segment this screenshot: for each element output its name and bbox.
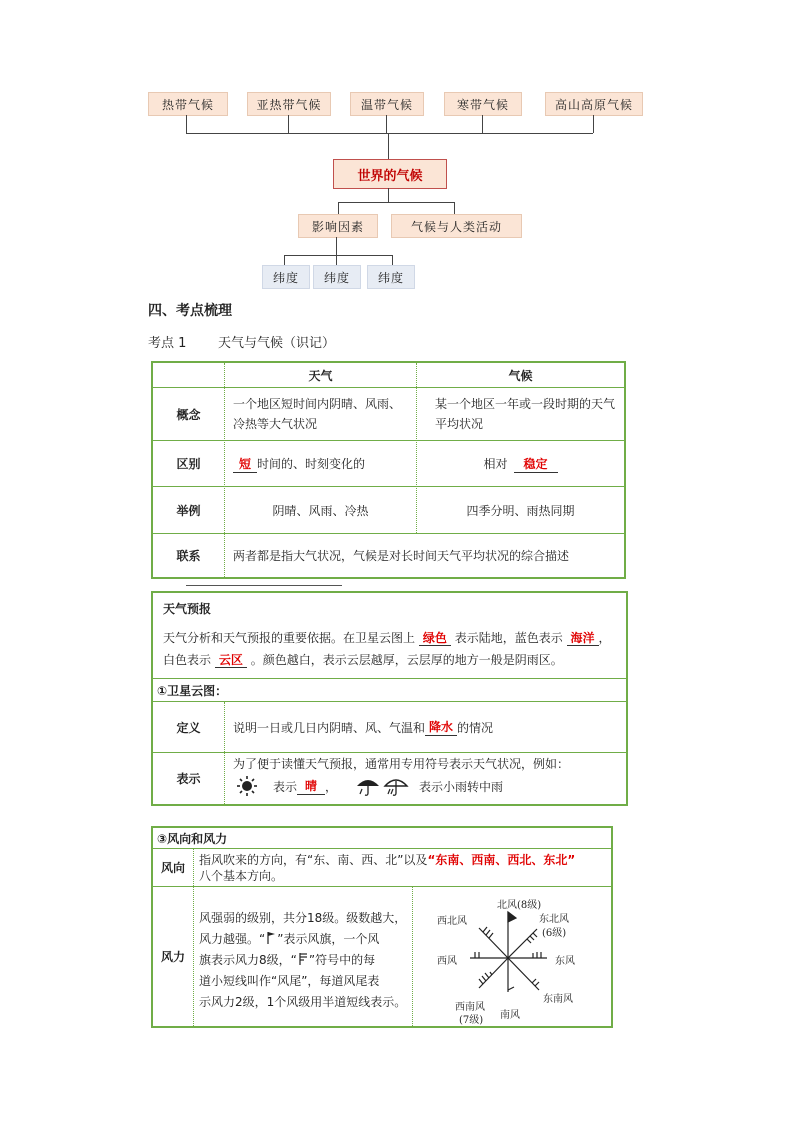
forecast-table	[151, 591, 628, 806]
row-label-concept: 概念	[176, 407, 201, 422]
wind-diagram	[415, 888, 611, 1026]
forecast-title: 天气预报	[163, 601, 212, 616]
weather-difference-text: 时间的、时刻变化的	[257, 457, 366, 471]
wind-force-text	[199, 908, 411, 1013]
map-top-item: 寒带气候	[444, 92, 522, 116]
force-line: 道小短线叫作“风尾”，每道风尾表	[199, 974, 380, 988]
answer-precipitation: 降水	[425, 718, 457, 736]
direction-part: 指风吹来的方向，有“东、南、西、北”以及	[199, 853, 428, 867]
wind-title: ③风向和风力	[157, 831, 228, 846]
label-southwest: 西南风	[455, 1002, 485, 1013]
climate-difference-prefix: 相对	[483, 457, 508, 471]
force-line: ”表示风旗，一个风	[277, 932, 380, 946]
force-line: ”符号中的每	[308, 953, 376, 967]
relation-text: 两者都是指大气状况，气候是对长时间天气平均状况的综合描述	[233, 549, 570, 563]
row-label-relation: 联系	[176, 549, 201, 563]
wind-direction-text	[199, 852, 609, 884]
definition-part: 的情况	[457, 720, 494, 735]
label-northeast: 东北风	[539, 914, 569, 925]
label-north: 北风(8级)	[497, 900, 542, 911]
definition-text	[233, 702, 623, 752]
forecast-intro	[163, 627, 623, 671]
wind-flag-icon	[265, 931, 277, 945]
label-west: 西风	[437, 956, 457, 967]
force-line: 示风力2级，1个风级用半道短线表示。	[199, 995, 407, 1009]
sun-icon	[235, 775, 259, 797]
map-top-item: 高山高原气候	[545, 92, 643, 116]
label-wind-force: 风力	[160, 950, 185, 964]
map-bottom-item: 纬度	[313, 265, 361, 289]
weather-concept: 一个地区短时间内阴晴、风雨、冷热等大气状况	[233, 397, 402, 431]
map-top-item: 亚热带气候	[247, 92, 331, 116]
force-line: 风强弱的级别，共分18级。级数越大，	[199, 911, 407, 925]
representation-line: 为了便于读懂天气预报，通常用专用符号表示天气状况，例如：	[233, 757, 570, 771]
satellite-subheading: ①卫星云图：	[157, 683, 228, 698]
intro-text: 白色表示	[163, 653, 212, 667]
definition-part: 说明一日或几日内阴晴、风、气温和	[233, 720, 426, 735]
label-southwest-level: (7级)	[459, 1015, 484, 1026]
label-representation: 表示	[176, 772, 201, 786]
comma: ，	[325, 779, 338, 794]
map-bottom-item: 纬度	[367, 265, 415, 289]
moderate-rain-icon	[383, 775, 409, 797]
answer-ocean: 海洋	[567, 631, 599, 646]
sun-prefix: 表示	[273, 779, 298, 794]
light-rain-icon	[355, 775, 381, 797]
force-line: 旗表示风力8级，“	[199, 953, 297, 967]
map-mid-item: 气候与人类活动	[391, 214, 522, 238]
weather-climate-table	[151, 361, 626, 579]
answer-cloud: 云区	[215, 653, 247, 668]
force-line: 风力越强。“	[199, 932, 266, 946]
direction-part: 八个基本方向。	[199, 869, 284, 883]
wind-tail-icon	[297, 952, 309, 966]
intro-text: 。颜色越白，表示云层越厚，云层厚的地方一般是阴雨区。	[250, 653, 563, 667]
weather-difference	[233, 441, 413, 486]
label-east: 东风	[555, 956, 575, 967]
intro-text: 天气分析和天气预报的重要依据。在卫星云图上	[163, 631, 416, 645]
label-wind-direction: 风向	[160, 861, 185, 875]
answer-green: 绿色	[419, 631, 451, 646]
wind-table	[151, 826, 613, 1028]
rain-text: 表示小雨转中雨	[419, 779, 504, 794]
label-northwest: 西北风	[437, 916, 467, 927]
row-label-difference: 区别	[176, 457, 201, 471]
header-climate: 气候	[508, 368, 533, 383]
row-label-example: 举例	[176, 503, 201, 518]
answer-stable: 稳定	[514, 455, 558, 473]
answer-intercardinal: “东南、西南、西北、东北”	[427, 853, 576, 867]
label-south: 南风	[500, 1010, 520, 1021]
intro-text: 表示陆地，蓝色表示	[454, 631, 563, 645]
climate-difference	[417, 441, 624, 486]
divider-line	[186, 585, 342, 586]
climate-concept: 某一个地区一年或一段时期的天气平均状况	[435, 397, 616, 431]
climate-example: 四季分明、雨热同期	[466, 503, 575, 518]
map-bottom-item: 纬度	[262, 265, 310, 289]
label-definition: 定义	[176, 720, 201, 735]
label-northeast-level: (6级)	[542, 928, 567, 939]
map-top-item: 热带气候	[148, 92, 228, 116]
kaodian-title: 天气与气候（识记）	[218, 336, 336, 351]
map-top-item: 温带气候	[350, 92, 424, 116]
map-center-topic: 世界的气候	[333, 159, 447, 189]
answer-sunny: 晴	[297, 777, 325, 795]
section-title: 四、考点梳理	[148, 303, 232, 319]
intro-text: ，	[598, 631, 611, 645]
weather-example: 阴晴、风雨、冷热	[272, 503, 369, 518]
label-southeast: 东南风	[543, 994, 573, 1005]
map-mid-item: 影响因素	[298, 214, 378, 238]
header-weather: 天气	[308, 368, 333, 383]
kaodian-label: 考点 1	[148, 336, 187, 351]
representation-text	[233, 755, 625, 797]
answer-short: 短	[233, 455, 257, 473]
